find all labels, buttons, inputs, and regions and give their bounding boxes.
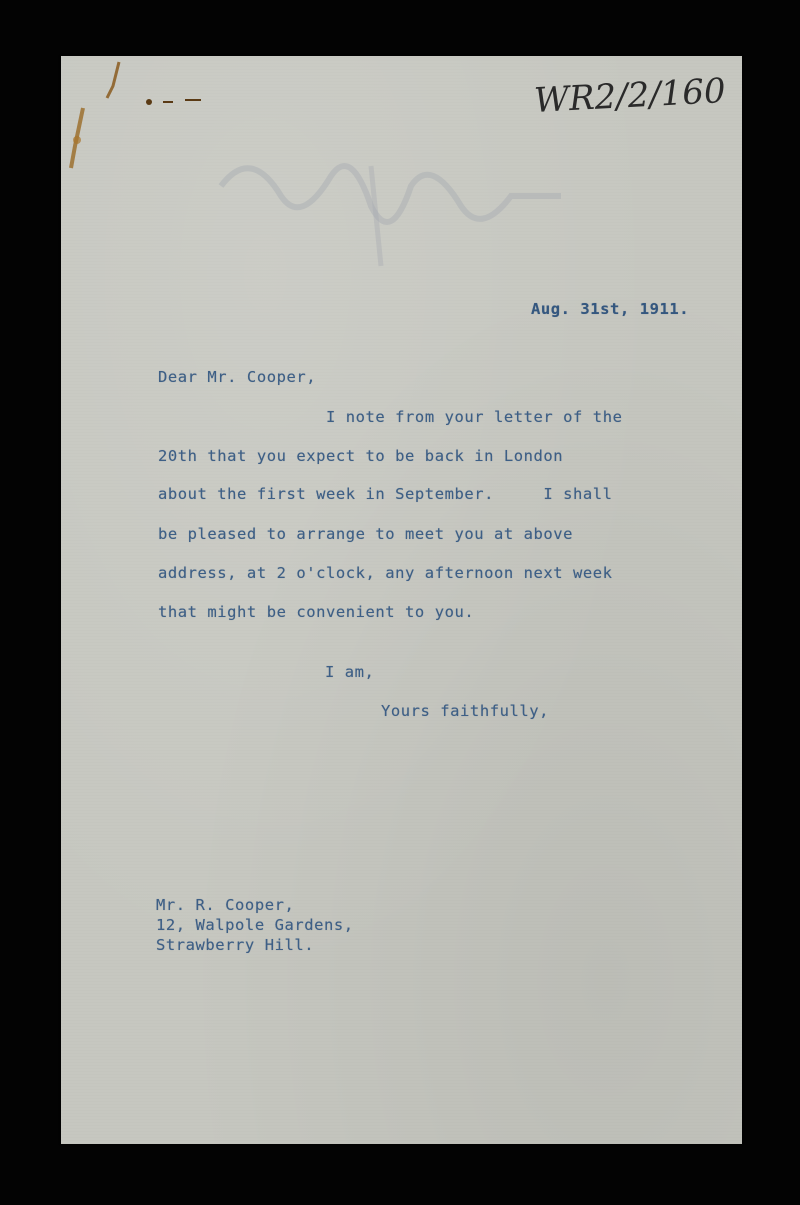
faded-bleedthrough-mark	[211, 116, 571, 286]
address-line-3: Strawberry Hill.	[156, 936, 315, 954]
body-line-2: 20th that you expect to be back in London	[158, 447, 564, 465]
address-line-2: 12, Walpole Gardens,	[156, 916, 354, 934]
archive-reference: WR2/2/160	[533, 71, 727, 121]
body-line-6: that might be convenient to you.	[158, 603, 475, 621]
letter-date: Aug. 31st, 1911.	[531, 300, 690, 318]
body-line-5: address, at 2 o'clock, any afternoon next week	[158, 564, 613, 582]
letter-page	[61, 56, 742, 1144]
body-line-3: about the first week in September. I shall	[158, 485, 613, 503]
rust-stain-marks	[61, 56, 221, 196]
body-line-1: I note from your letter of the	[326, 408, 623, 426]
body-line-4: be pleased to arrange to meet you at above	[158, 525, 574, 543]
salutation: Dear Mr. Cooper,	[158, 368, 317, 386]
address-line-1: Mr. R. Cooper,	[156, 896, 295, 914]
closing-i-am: I am,	[325, 663, 375, 681]
closing-yours-faithfully: Yours faithfully,	[381, 702, 549, 720]
